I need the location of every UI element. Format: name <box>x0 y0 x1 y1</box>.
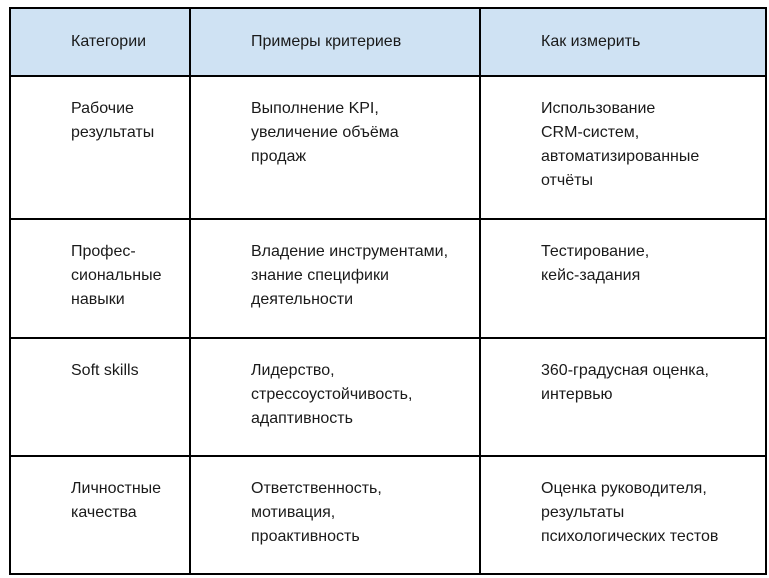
examples-cell <box>190 456 480 574</box>
category-text: Рабочие результаты <box>71 100 155 141</box>
table-row <box>10 456 766 574</box>
examples-cell <box>190 338 480 456</box>
category-cell <box>10 219 190 338</box>
category-text: Профес- сиональные навыки <box>71 243 162 308</box>
category-text: Личностные качества <box>71 480 162 521</box>
header-categories-label: Категории <box>71 33 147 50</box>
category-cell <box>10 456 190 574</box>
header-measure-label: Как измерить <box>541 33 641 50</box>
measure-cell <box>480 76 766 219</box>
measure-cell <box>480 338 766 456</box>
measure-text: Тестирование, кейс-задания <box>541 243 650 284</box>
category-cell <box>10 76 190 219</box>
header-measure <box>480 8 766 76</box>
category-cell <box>10 338 190 456</box>
examples-text: Ответственность, мотивация, проактивность <box>251 480 382 545</box>
examples-text: Выполнение KPI, увеличение объёма продаж <box>251 100 399 165</box>
examples-cell <box>190 219 480 338</box>
examples-cell <box>190 76 480 219</box>
measure-text: 360-градусная оценка, интервью <box>541 362 709 403</box>
measure-text: Оценка руководителя, результаты психологических тестов <box>541 480 719 545</box>
measure-text: Использование CRM-систем, автоматизированные отчёты <box>541 100 700 189</box>
table-row <box>10 76 766 219</box>
header-examples <box>190 8 480 76</box>
category-text: Soft skills <box>71 362 139 379</box>
header-examples-label: Примеры критериев <box>251 33 402 50</box>
header-categories <box>10 8 190 76</box>
table-row <box>10 338 766 456</box>
header-row <box>10 8 766 76</box>
measure-cell <box>480 456 766 574</box>
examples-text: Владение инструментами, знание специфики деятельности <box>251 243 449 308</box>
measure-cell <box>480 219 766 338</box>
criteria-table <box>9 7 767 575</box>
examples-text: Лидерство, стрессоустойчивость, адаптивность <box>251 362 413 427</box>
table-row <box>10 219 766 338</box>
